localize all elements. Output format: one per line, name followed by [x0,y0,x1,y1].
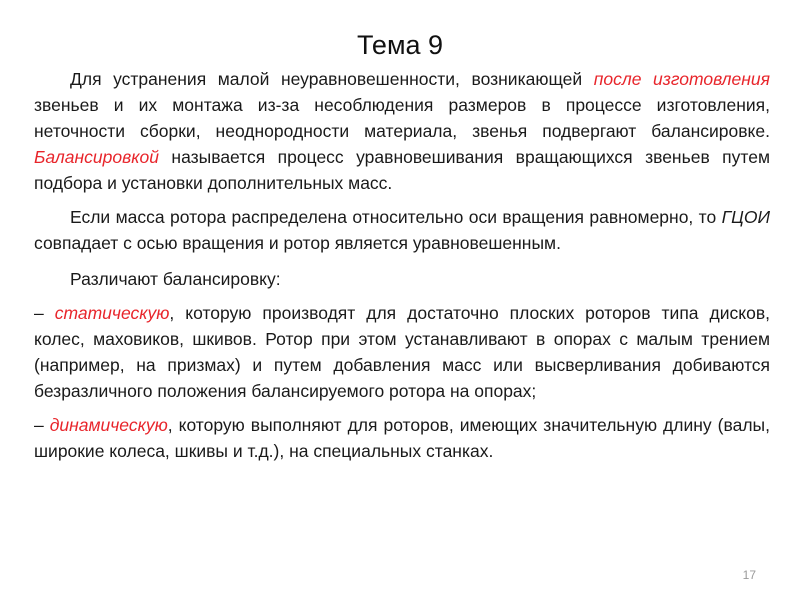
page-number: 17 [742,568,756,582]
paragraph-balancing-types-intro: Различают балансировку: [70,269,281,289]
paragraph-text: звеньев и их монтажа из-за несоблюдения размеров в процессе изготовления, неточности сборки, неоднородности материала, звенья подвергают балансировке. [34,95,770,141]
slide-body [34,66,770,464]
slide-title: Тема 9 [356,30,444,60]
list-item-dynamic-balancing [34,412,770,464]
list-item-text: , которую производят для достаточно плоских роторов типа дисков, колес, маховиков, шкивов. Ротор при этом устанавливают в опорах с малым трением (например, на призмах) и путем добавления масс или высверливания добиваются безразличного положения балансируемого ротора на опорах; [34,303,770,401]
paragraph-text: Для устранения малой неуравновешенности, возникающей [70,69,594,89]
list-item-static-balancing [34,300,770,404]
paragraph-text: называется процесс уравновешивания вращающихся звеньев путем подбора и установки дополнительных масс. [34,147,770,193]
highlight-balancing-term: Балансировкой [34,147,159,167]
paragraph-text: совпадает с осью вращения и ротор является уравновешенным. [34,233,561,253]
list-dash: – [34,415,50,435]
paragraph-text: Если масса ротора распределена относительно оси вращения равномерно, то [70,207,722,227]
list-item-text: , которую выполняют для роторов, имеющих значительную длину (валы, широкие колеса, шкивы и т.д.), на специальных станках. [34,415,770,461]
paragraph-balanced-rotor [34,204,770,256]
highlight-static: статическую [54,303,170,323]
paragraph-balancing-definition [34,66,770,196]
highlight-after-manufacturing: после изготовления [593,69,770,89]
list-dash: – [34,303,55,323]
emphasis-gtsoi: ГЦОИ [721,207,770,227]
highlight-dynamic: динамическую [49,415,168,435]
